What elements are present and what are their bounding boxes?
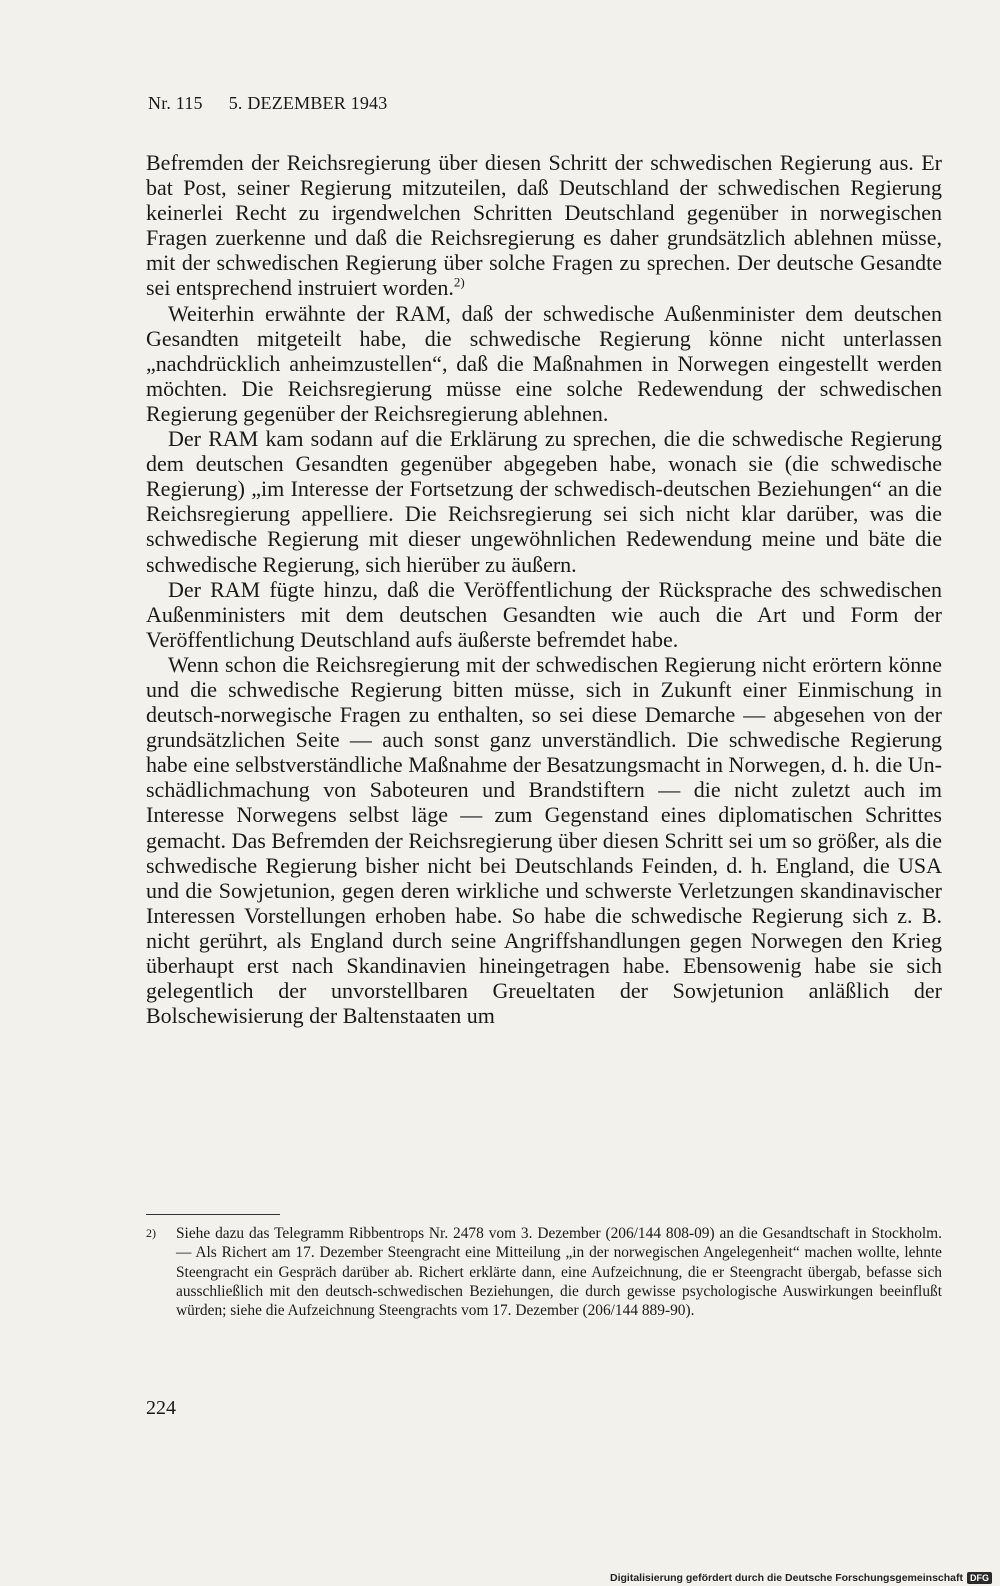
page-number: 224 (146, 1397, 176, 1419)
footnote-text: Siehe dazu das Telegramm Ribbentrops Nr. 2478 vom 3. Dezember (206/144 808-09) an die Gesandtschaft in Stockholm. — Als Richert am 17. Dezember Steengracht eine Mitteilung „in der norwegischen Angelegenheit“ machen wollte, lehnte Steengracht ein Gespräch darüber ab. Richert erklärte dann, eine Aufzeichnung, die er Steengracht übergab, befasse sich ausschließlich mit den deutsch-schwedischen Beziehungen, die durch gewisse psychologische Auswirkungen beeinflußt würden; siehe die Aufzeichnung Steengrachts vom 17. Dezember (206/144 889-90). (176, 1225, 942, 1320)
body-text (146, 150, 942, 1028)
running-header (148, 93, 413, 114)
digitization-credit (610, 1572, 992, 1584)
document-date: 5. DEZEMBER 1943 (228, 93, 388, 113)
paragraph: Weiterhin erwähnte der RAM, daß der schwedische Außenminister dem deutschen Gesandten mitgeteilt habe, die schwedische Regierung könne nicht unterlassen „nachdrücklich anheimzustellen“, daß die Maßnahmen in Norwegen eingestellt werden möchten. Die Reichsregierung müsse eine solche Redewendung der schwedischen Regierung gegenüber der Reichsregierung ablehnen. (146, 300, 942, 426)
footnote-reference: 2) (453, 275, 465, 291)
document-number: Nr. 115 (148, 93, 203, 113)
footnote-mark: 2) (146, 1226, 156, 1240)
paragraph: Der RAM kam sodann auf die Erklärung zu sprechen, die die schwedische Regierung dem deutschen Gesandten gegenüber abgegeben habe, wonach sie (die schwedische Regierung) „im Interesse der Fortsetzung der schwedisch-deutschen Beziehungen“ an die Reichsregierung appelliere. Die Reichsregierung sei sich nicht klar darüber, was die schwedische Regierung mit dieser ungewöhnlichen Redewendung meine und bäte die schwedische Regierung, sich hierüber zu äußern. (146, 426, 942, 577)
footnote (146, 1224, 942, 1320)
dfg-logo-icon: DFG (967, 1572, 992, 1584)
credit-text: Digitalisierung gefördert durch die Deutsche Forschungsgemeinschaft (610, 1572, 963, 1584)
paragraph: Der RAM fügte hinzu, daß die Veröffentlichung der Rücksprache des schwedischen Außenministers mit dem deutschen Gesandten wie auch die Art und Form der Veröffentlichung Deutschland aufs äußerste befremdet habe. (146, 576, 942, 652)
footnote-divider (146, 1214, 280, 1215)
paragraph: Befremden der Reichsregierung über diesen Schritt der schwedischen Regierung aus. Er bat Post, seiner Regierung mitzuteilen, daß Deutschland der schwedischen Regierung keinerlei Recht zu irgendwelchen Schritten Deutschland gegenüber in norwegischen Fragen zuerkenne und daß die Reichsregierung es daher grundsätzlich ablehnen müsse, mit der schwedischen Regierung über solche Fragen zu sprechen. Der deutsche Gesandte sei entsprechend instruiert worden.$^{2)}$ (146, 150, 942, 301)
paragraph: Wenn schon die Reichsregierung mit der schwedischen Regierung nicht erörtern könne und die schwedische Regierung bitten müsse, sich in Zukunft einer Einmischung in deutsch-norwegische Fragen zu enthalten, so sei diese Demarche — abgesehen von der grundsätzlichen Seite — auch sonst ganz unverständlich. Die schwedische Regierung habe eine selbstverständliche Maßnahme der Besatzungsmacht in Norwegen, d. h. die Unschädlichmachung von Saboteuren und Brandstiftern — die nicht zuletzt auch im Interesse Norwegens selbst läge — zum Gegenstand eines diplomatischen Schrittes gemacht. Das Befremden der Reichsregierung über diesen Schritt sei um so größer, als die schwedische Regierung bisher nicht bei Deutschlands Feinden, d. h. England, die USA und die Sowjetunion, gegen deren wirkliche und schwerste Verletzungen skandinavischer Interessen Vorstellungen erhoben habe. So habe die schwedische Regierung sich z. B. nicht gerührt, als England durch seine Angriffshandlungen gegen Norwegen den Krieg überhaupt erst nach Skandinavien hineingetragen habe. Ebensowenig habe sie sich gelegentlich der unvorstellbaren Greueltaten der Sowjetunion anläßlich der Bolschewisierung der Baltenstaaten um (146, 651, 942, 1029)
